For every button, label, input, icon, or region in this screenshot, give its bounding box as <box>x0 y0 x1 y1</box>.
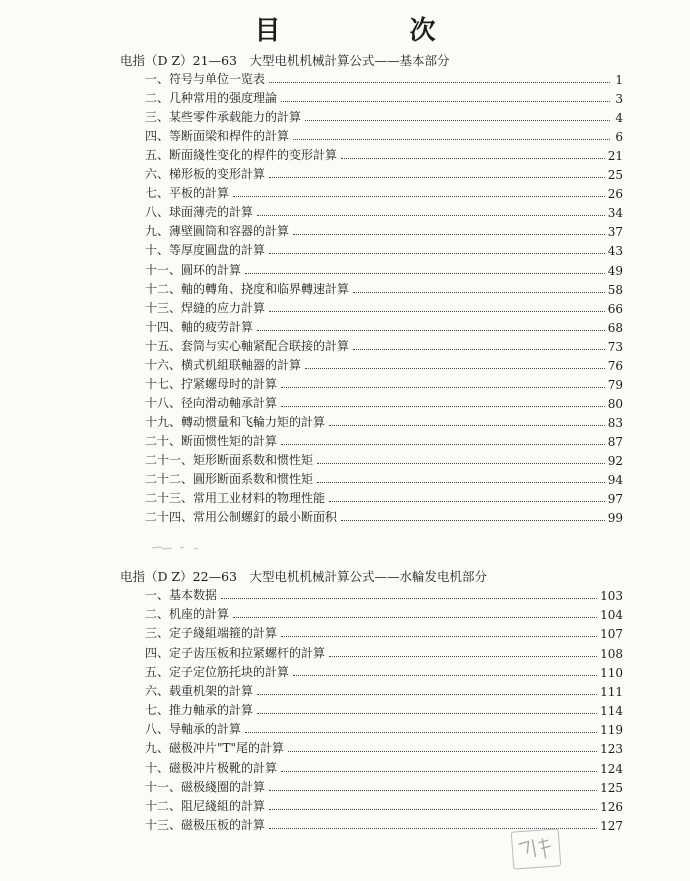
dot-leader <box>233 617 597 618</box>
toc-entry[interactable] <box>145 297 623 316</box>
dot-leader <box>293 139 610 140</box>
toc-page-number: 110 <box>600 665 623 680</box>
toc-page-number: 37 <box>607 225 623 240</box>
toc-entry-title: 十一、圓环的計算 <box>145 262 242 277</box>
toc-entry[interactable] <box>145 411 623 430</box>
toc-entry-title: 六、载重机架的計算 <box>145 683 254 698</box>
toc-entry[interactable] <box>145 220 623 239</box>
toc-page-number: 119 <box>600 723 623 738</box>
toc-entry[interactable] <box>145 125 623 144</box>
toc-page-number: 66 <box>607 301 623 316</box>
toc-entry-title: 七、推力軸承的計算 <box>145 703 254 718</box>
toc-entry[interactable] <box>145 506 623 525</box>
dot-leader <box>269 82 610 83</box>
toc-list-basic <box>145 68 623 525</box>
toc-entry[interactable] <box>145 316 623 335</box>
toc-entry[interactable] <box>145 335 623 354</box>
toc-entry-title: 七、平板的計算 <box>145 186 230 201</box>
toc-entry-title: 二、几种常用的强度理論 <box>145 91 278 106</box>
toc-page-number: 99 <box>607 511 623 526</box>
toc-entry-title: 十四、軸的疲劳計算 <box>145 319 254 334</box>
toc-page-number: 80 <box>607 396 623 411</box>
toc-entry[interactable] <box>145 354 623 373</box>
dot-leader <box>281 387 605 388</box>
toc-entry-title: 十、磁极冲片极靴的計算 <box>145 760 278 775</box>
toc-entry-title: 二十二、圓形断面系数和惯性矩 <box>145 472 314 487</box>
toc-entry[interactable] <box>145 239 623 258</box>
toc-page-number: 4 <box>615 111 623 126</box>
dot-leader <box>245 273 605 274</box>
dot-leader <box>353 349 605 350</box>
toc-entry[interactable] <box>145 373 623 392</box>
dot-leader <box>269 177 605 178</box>
dot-leader <box>317 482 605 483</box>
dot-leader <box>269 790 597 791</box>
dot-leader <box>329 425 605 426</box>
toc-entry-title: 五、断面綫性变化的桿件的变形計算 <box>145 148 338 163</box>
toc-entry[interactable] <box>145 487 623 506</box>
toc-entry-title: 十三、磁极压板的計算 <box>145 818 266 833</box>
toc-entry[interactable] <box>145 182 623 201</box>
toc-entry[interactable] <box>145 776 623 795</box>
toc-page-number: 127 <box>600 819 623 834</box>
toc-entry[interactable] <box>145 68 623 87</box>
toc-page-number: 21 <box>607 149 623 164</box>
toc-page-number: 103 <box>600 589 623 604</box>
dot-leader <box>293 234 605 235</box>
toc-entry-title: 十二、阻尼綫組的計算 <box>145 798 266 813</box>
dot-leader <box>281 444 605 445</box>
toc-entry-title: 五、定子定位筋托块的計算 <box>145 664 290 679</box>
toc-page-number: 97 <box>607 492 623 507</box>
toc-entry[interactable] <box>145 278 623 297</box>
toc-page-number: 6 <box>615 130 623 145</box>
toc-entry-title: 十三、焊縫的应力計算 <box>145 300 266 315</box>
toc-page-number: 123 <box>600 742 623 757</box>
toc-entry-title: 十九、轉动惯量和飞輪力矩的計算 <box>145 414 326 429</box>
toc-entry-title: 八、球面薄壳的計算 <box>145 205 254 220</box>
dot-leader <box>269 311 605 312</box>
toc-entry-title: 二十四、常用公制螺釘的最小断面积 <box>145 510 338 525</box>
toc-page-number: 79 <box>607 377 623 392</box>
toc-entry-title: 十一、磁极綫圈的計算 <box>145 779 266 794</box>
toc-entry[interactable] <box>145 584 623 603</box>
dot-leader <box>245 732 597 733</box>
toc-entry-title: 十七、拧紧螺母时的計算 <box>145 376 278 391</box>
toc-page-number: 94 <box>607 473 623 488</box>
dot-leader <box>305 368 605 369</box>
dot-leader <box>317 463 605 464</box>
dot-leader <box>281 771 597 772</box>
toc-page-number: 111 <box>600 684 623 699</box>
toc-page-number: 25 <box>607 168 623 183</box>
toc-page-number: 43 <box>607 244 623 259</box>
toc-entry[interactable] <box>145 144 623 163</box>
dot-leader <box>293 675 597 676</box>
toc-page-number: 92 <box>607 453 623 468</box>
toc-page-number: 126 <box>600 799 623 814</box>
toc-page-number: 3 <box>615 92 623 107</box>
toc-entry-title: 三、定子綫組端箍的計算 <box>145 626 278 641</box>
toc-list-hydro <box>145 584 623 833</box>
dot-leader <box>257 694 597 695</box>
toc-entry-title: 四、等断面梁和桿件的計算 <box>145 129 290 144</box>
toc-entry-title: 十六、横式机組联軸器的計算 <box>145 357 302 372</box>
page-title: 目 次 <box>254 16 496 46</box>
toc-page-number: 26 <box>607 187 623 202</box>
toc-entry-title: 二、机座的計算 <box>145 607 230 622</box>
toc-entry[interactable] <box>145 737 623 756</box>
toc-entry[interactable] <box>145 680 623 699</box>
toc-entry[interactable] <box>145 449 623 468</box>
dot-leader <box>281 101 610 102</box>
dot-leader <box>257 215 605 216</box>
toc-entry[interactable] <box>145 392 623 411</box>
toc-entry-title: 八、导軸承的計算 <box>145 722 242 737</box>
dot-leader <box>281 406 605 407</box>
dot-leader <box>353 292 605 293</box>
toc-entry[interactable] <box>145 622 623 641</box>
toc-entry[interactable] <box>145 795 623 814</box>
dot-leader <box>281 636 597 637</box>
section-header-basic: 电指（D Z）21—63 大型电机机械計算公式——基本部分 <box>120 53 450 68</box>
toc-entry[interactable] <box>145 201 623 220</box>
toc-entry-title: 二十一、矩形断面系数和惯性矩 <box>145 452 314 467</box>
toc-entry-title: 一、基本数据 <box>145 588 218 603</box>
toc-entry[interactable] <box>145 699 623 718</box>
dot-leader <box>257 713 597 714</box>
toc-page-number: 1 <box>615 73 623 88</box>
toc-entry-title: 三、某些零件承载能力的計算 <box>145 110 302 125</box>
section-header-hydro: 电指（D Z）22—63 大型电机机械計算公式——水輪发电机部分 <box>120 569 487 584</box>
toc-page-number: 49 <box>607 263 623 278</box>
toc-entry[interactable] <box>145 468 623 487</box>
library-stamp <box>511 828 562 869</box>
toc-entry-title: 十五、套筒与实心軸紧配合联接的計算 <box>145 338 350 353</box>
toc-entry[interactable] <box>145 87 623 106</box>
dot-leader <box>269 253 605 254</box>
toc-entry-title: 九、磁极冲片"T"尾的計算 <box>145 741 285 756</box>
toc-page-number: 124 <box>600 761 623 776</box>
toc-page-number: 58 <box>607 282 623 297</box>
toc-page-number: 68 <box>607 320 623 335</box>
toc-entry-title: 十八、径向滑动軸承計算 <box>145 395 278 410</box>
toc-page-number: 107 <box>600 627 623 642</box>
toc-page-number: 87 <box>607 434 623 449</box>
toc-entry-title: 六、梯形板的变形計算 <box>145 167 266 182</box>
dot-leader <box>233 196 605 197</box>
toc-entry-title: 十二、軸的轉角、挠度和临界轉速計算 <box>145 281 350 296</box>
toc-page-number: 108 <box>600 646 623 661</box>
toc-page-number: 104 <box>600 608 623 623</box>
dot-leader <box>269 809 597 810</box>
dot-leader <box>341 158 605 159</box>
dot-leader <box>305 120 610 121</box>
dot-leader <box>329 501 605 502</box>
dot-leader <box>288 751 597 752</box>
toc-entry-title: 二十、断面惯性矩的計算 <box>145 433 278 448</box>
toc-entry[interactable] <box>145 756 623 775</box>
toc-entry[interactable] <box>145 430 623 449</box>
toc-page-number: 114 <box>600 704 623 719</box>
toc-entry-title: 二十三、常用工业材料的物理性能 <box>145 491 326 506</box>
dot-leader <box>329 656 597 657</box>
toc-entry[interactable] <box>145 258 623 277</box>
toc-entry-title: 九、薄壁圓筒和容器的計算 <box>145 224 290 239</box>
toc-page-number: 125 <box>600 780 623 795</box>
toc-page-number: 76 <box>607 358 623 373</box>
dot-leader <box>257 330 605 331</box>
scan-smudge <box>150 545 210 551</box>
toc-entry-title: 四、定子齿压板和拉紧螺杆的計算 <box>145 645 326 660</box>
toc-entry[interactable] <box>145 163 623 182</box>
toc-entry[interactable] <box>145 106 623 125</box>
toc-entry[interactable] <box>145 603 623 622</box>
toc-entry-title: 一、符号与单位一览表 <box>145 72 266 87</box>
toc-entry[interactable] <box>145 718 623 737</box>
toc-page-number: 73 <box>607 339 623 354</box>
toc-entry-title: 十、等厚度圓盘的計算 <box>145 243 266 258</box>
toc-page-number: 83 <box>607 415 623 430</box>
toc-page-number: 34 <box>607 206 623 221</box>
toc-entry[interactable] <box>145 661 623 680</box>
dot-leader <box>341 520 605 521</box>
toc-entry[interactable] <box>145 641 623 660</box>
dot-leader <box>221 598 597 599</box>
